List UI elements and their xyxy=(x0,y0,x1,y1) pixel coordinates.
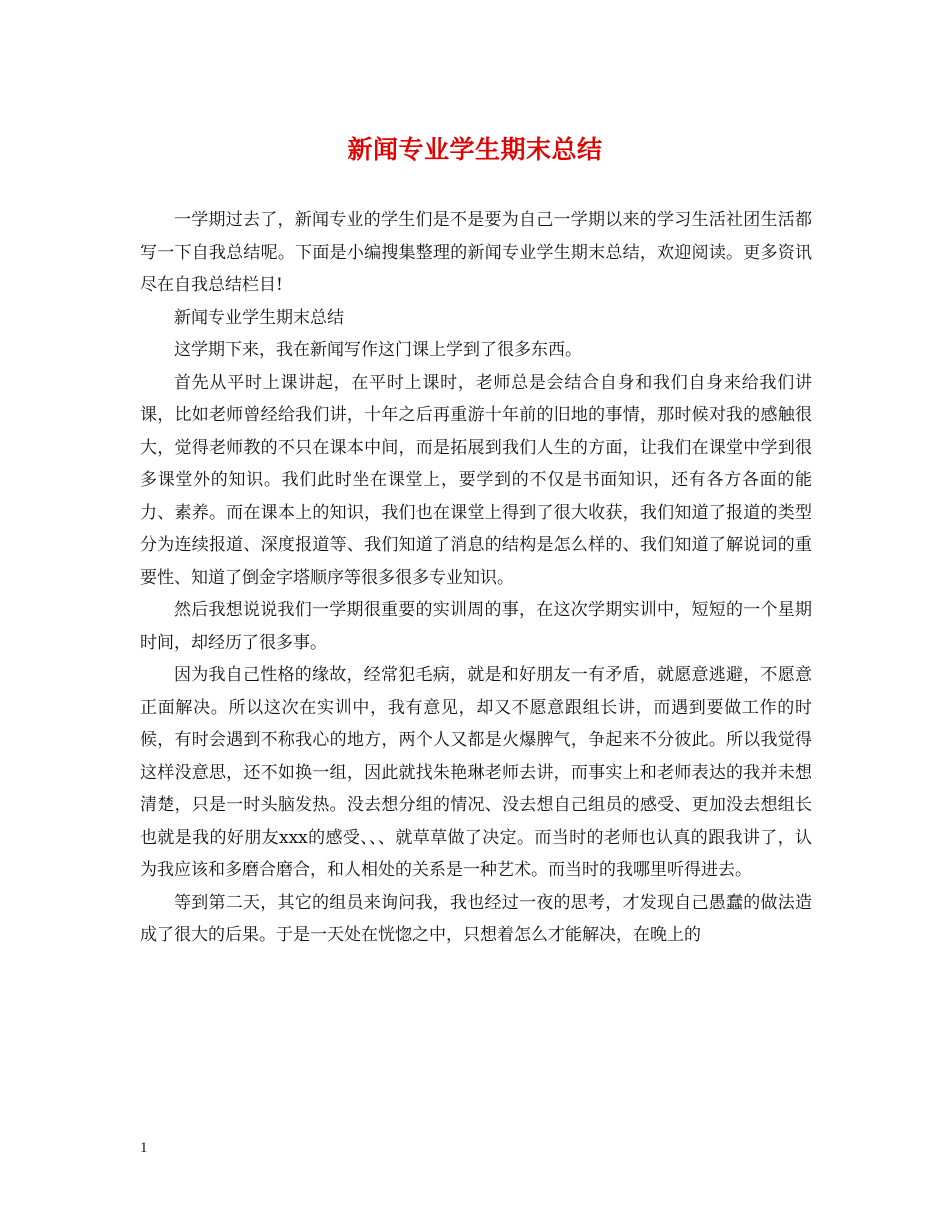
paragraph-intro: 一学期过去了，新闻专业的学生们是不是要为自己一学期以来的学习生活社团生活都写一下自我总结呢。下面是小编搜集整理的新闻专业学生期末总结，欢迎阅读。更多资讯尽在自我总结栏目! xyxy=(140,210,812,295)
page-number: 1 xyxy=(140,1140,148,1156)
paragraph-1: 这学期下来，我在新闻写作这门课上学到了很多东西。 xyxy=(174,340,582,360)
paragraph-5: 等到第二天，其它的组员来询问我，我也经过一夜的思考，才发现自己愚蠢的做法造成了很大的后果。于是一天处在恍惚之中，只想着怎么才能解决，在晚上的 xyxy=(140,892,812,945)
paragraph-2: 首先从平时上课讲起，在平时上课时，老师总是会结合自身和我们自身来给我们讲课，比如老师曾经给我们讲，十年之后再重游十年前的旧地的事情，那时候对我的感触很大，觉得老师教的不只在课本中间，而是拓展到我们人生的方面，让我们在课堂中学到很多课堂外的知识。我们此时坐在课堂上，要学到的不仅是书面知识，还有各方各面的能力、素养。而在课本上的知识，我们也在课堂上得到了很大收获，我们知道了报道的类型分为连续报道、深度报道等、我们知道了消息的结构是怎么样的、我们知道了解说词的重要性、知道了倒金字塔顺序等很多很多专业知识。 xyxy=(140,372,812,588)
paragraph-3: 然后我想说说我们一学期很重要的实训周的事，在这次学期实训中，短短的一个星期时间，却经历了很多事。 xyxy=(140,600,812,653)
paragraph-subtitle: 新闻专业学生期末总结 xyxy=(174,307,344,328)
document-body xyxy=(140,204,812,952)
document-title: 新闻专业学生期末总结 xyxy=(347,135,603,164)
paragraph-4: 因为我自己性格的缘故，经常犯毛病，就是和好朋友一有矛盾，就愿意逃避，不愿意正面解决。所以这次在实训中，我有意见，却又不愿意跟组长讲，而遇到要做工作的时候，有时会遇到不称我心的地方，两个人又都是火爆脾气，争起来不分彼此。所以我觉得这样没意思，还不如换一组，因此就找朱艳琳老师去讲，而事实上和老师表达的我并未想清楚，只是一时头脑发热。没去想分组的情况、没去想自己组员的感受、更加没去想组长也就是我的好朋友xxx的感受、、、就草草做了决定。而当时的老师也认真的跟我讲了，认为我应该和多磨合磨合，和人相处的关系是一种艺术。而当时的我哪里听得进去。 xyxy=(140,665,812,880)
